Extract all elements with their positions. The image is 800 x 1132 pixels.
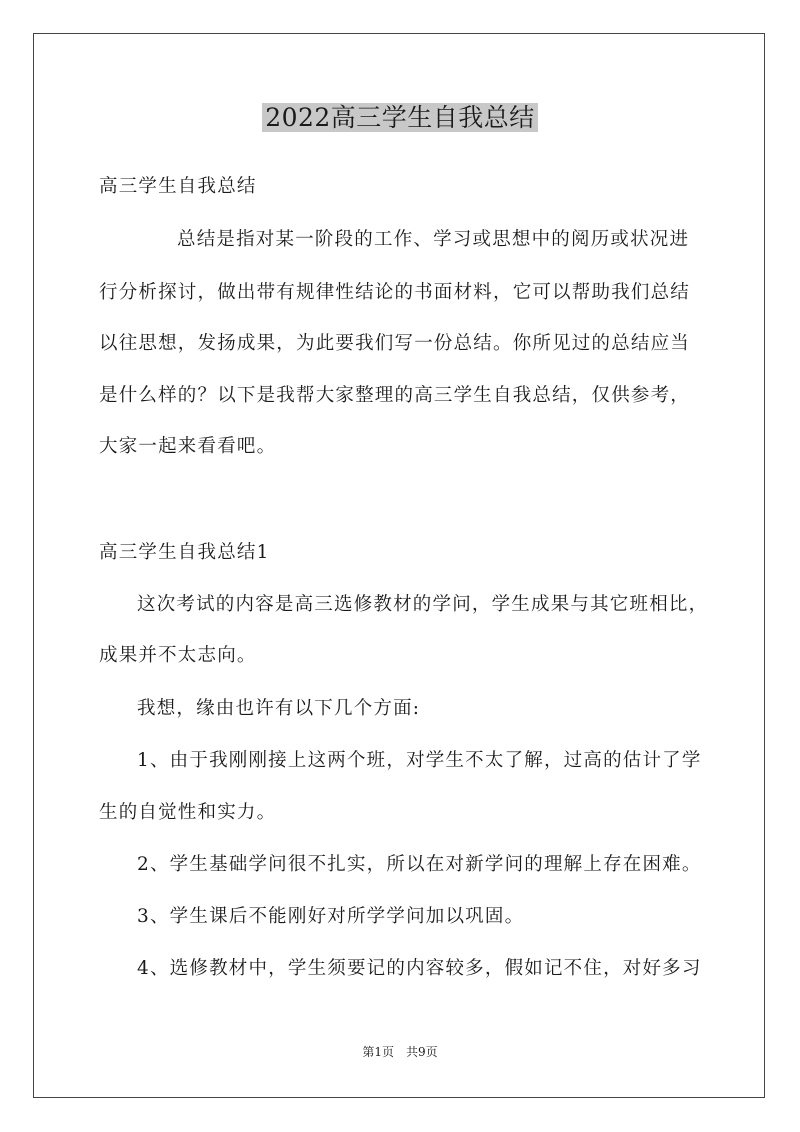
intro-line-5: 大家一起来看看吧。: [99, 436, 277, 457]
body-line-7: 3、学生课后不能刚好对所学学问加以巩固。: [137, 906, 525, 927]
page-total: 共9页: [406, 1045, 438, 1059]
document-subtitle: 高三学生自我总结: [99, 176, 257, 197]
section-heading: 高三学生自我总结1: [99, 542, 270, 563]
body-line-8: 4、选修教材中，学生须要记的内容较多，假如记不住，对好多习: [137, 958, 702, 979]
page-footer: [0, 1044, 800, 1060]
intro-line-2: 行分析探讨，做出带有规律性结论的书面材料，它可以帮助我们总结: [99, 282, 691, 303]
intro-line-1: 总结是指对某一阶段的工作、学习或思想中的阅历或状况进: [177, 229, 690, 250]
body-line-6: 2、学生基础学问很不扎实，所以在对新学问的理解上存在困难。: [137, 854, 702, 875]
intro-line-4: 是什么样的？以下是我帮大家整理的高三学生自我总结，仅供参考，: [99, 385, 691, 406]
document-title: [0, 98, 800, 138]
body-line-5: 生的自觉性和实力。: [99, 802, 277, 823]
document-title-text: 2022高三学生自我总结: [262, 103, 538, 132]
body-line-1: 这次考试的内容是高三选修教材的学问，学生成果与其它班相比，: [137, 594, 709, 615]
body-line-3: 我想，缘由也许有以下几个方面:: [137, 698, 421, 719]
intro-line-3: 以往思想，发扬成果，为此要我们写一份总结。你所见过的总结应当: [99, 333, 691, 354]
page-current: 第1页: [362, 1045, 394, 1059]
body-line-2: 成果并不太志向。: [99, 645, 257, 666]
body-line-4: 1、由于我刚刚接上这两个班，对学生不太了解，过高的估计了学: [137, 750, 702, 771]
